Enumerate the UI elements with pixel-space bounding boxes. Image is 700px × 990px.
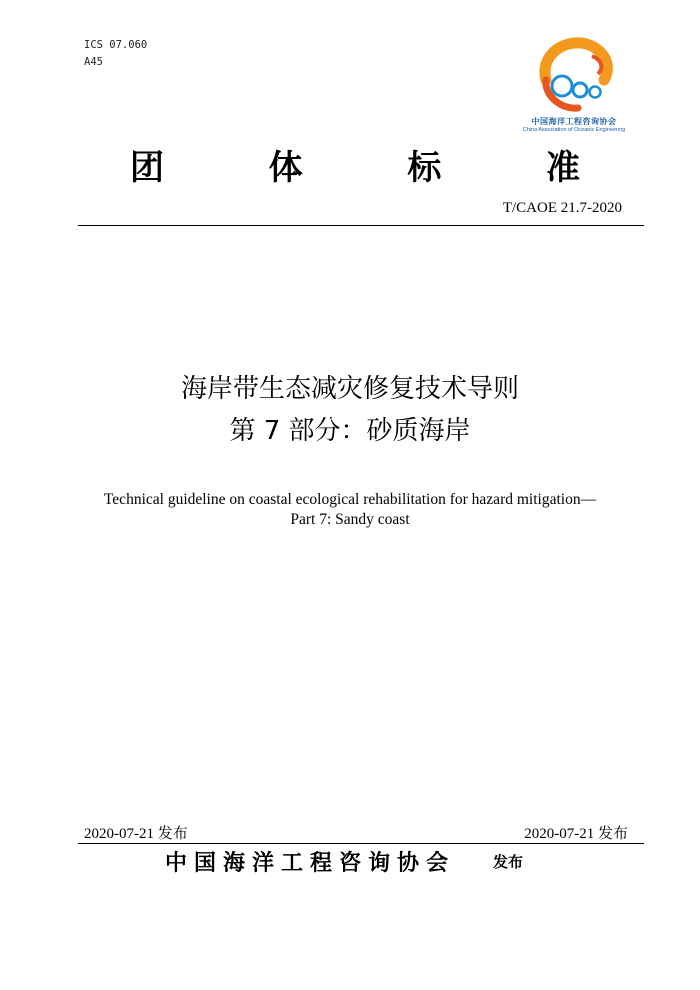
header-divider xyxy=(78,225,644,226)
title-cn-line2: 第 7 部分：砂质海岸 xyxy=(229,416,471,446)
ccs-code: A45 xyxy=(84,56,103,68)
logo-name-cn: 中国海洋工程咨询协会 xyxy=(531,117,617,126)
title-cn-line1: 海岸带生态减灾修复技术导则 xyxy=(180,374,519,404)
title-char: 准 xyxy=(545,148,580,188)
title-char: 体 xyxy=(268,148,303,188)
classification-codes xyxy=(84,37,147,71)
issue-label: 发布 xyxy=(493,853,524,871)
title-en-line2: Part 7: Sandy coast xyxy=(290,511,410,528)
title-char: 团 xyxy=(130,148,164,188)
implement-date: 2020-07-21 发布 xyxy=(524,826,628,842)
release-date: 2020-07-21 发布 xyxy=(84,826,188,842)
publisher-name: 中国海洋工程咨询协会 xyxy=(165,851,456,876)
caoe-logo-mark-icon xyxy=(518,34,630,116)
caoe-logo xyxy=(518,34,630,138)
footer-divider xyxy=(78,843,644,844)
standard-number: T/CAOE 21.7-2020 xyxy=(502,200,622,216)
title-en-line1: Technical guideline on coastal ecological rehabilitation for hazard mitigation— xyxy=(103,491,597,508)
title-char: 标 xyxy=(407,148,442,188)
ics-code: ICS 07.060 xyxy=(84,39,148,51)
standard-type-title xyxy=(130,140,580,189)
logo-name-en: China Association of Oceanic Engineering xyxy=(522,127,626,133)
